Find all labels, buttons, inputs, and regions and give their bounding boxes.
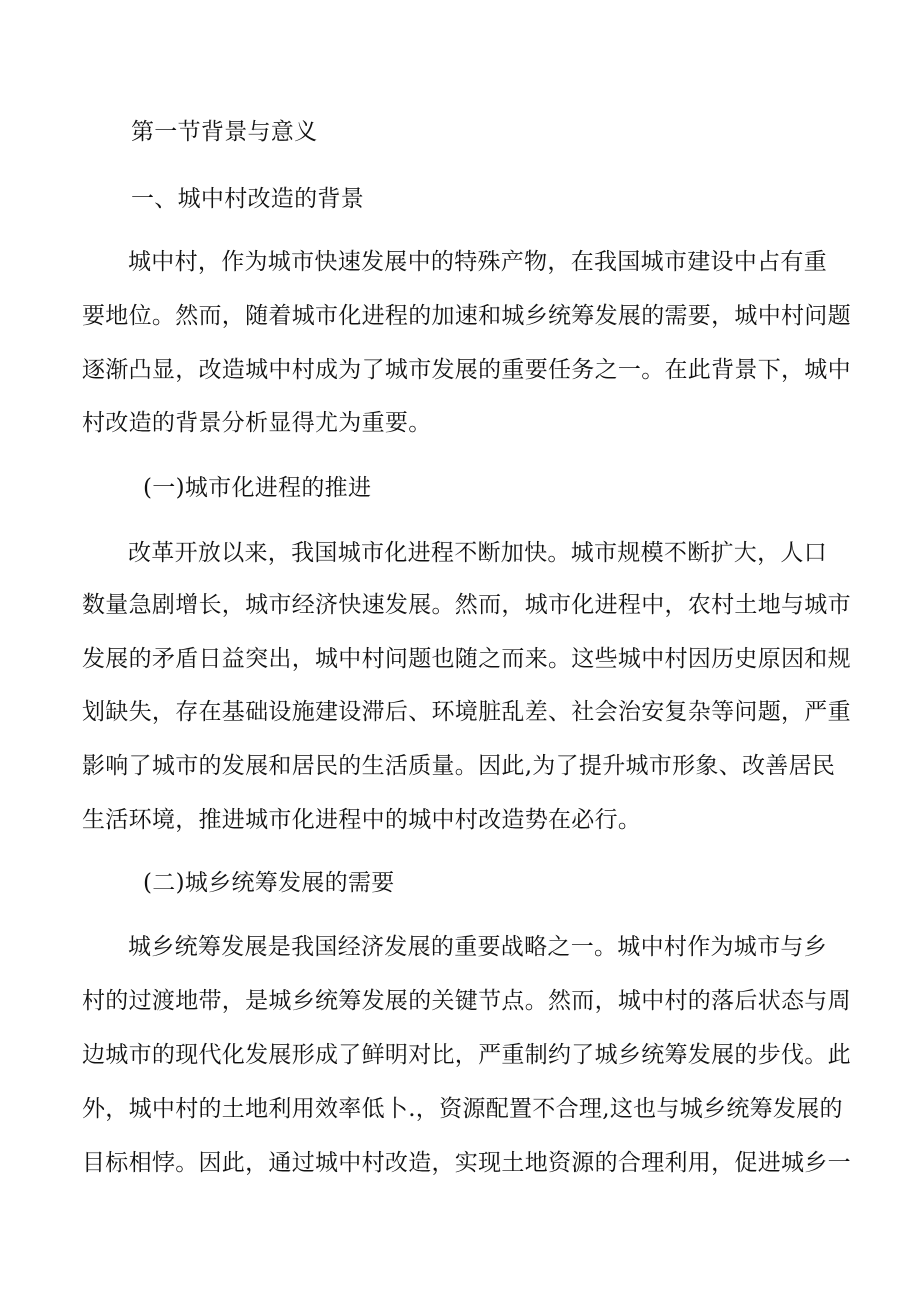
paragraph-line: 生活环境，推进城市化进程中的城中村改造势在必行。 (82, 807, 642, 833)
subheading-urbanization: (一)城市化进程的推进 (143, 475, 372, 501)
paragraph-line: 边城市的现代化发展形成了鲜明对比，严重制约了城乡统筹发展的步伐。此 (82, 1042, 851, 1068)
paragraph-line: 改革开放以来，我国城市化进程不断加快。城市规模不断扩大，人口 (128, 540, 827, 566)
paragraph-line: 城中村，作为城市快速发展中的特殊产物，在我国城市建设中占有重 (128, 249, 827, 275)
paragraph-line: 村改造的背景分析显得尤为重要。 (82, 410, 432, 436)
section-title: 第一节背景与意义 (131, 119, 318, 145)
paragraph-line: 划缺失，存在基础设施建设滞后、环境脏乱差、社会治安复杂等问题，严重 (82, 699, 851, 725)
paragraph-line: 要地位。然而，随着城市化进程的加速和城乡统筹发展的需要，城中村问题 (82, 303, 851, 329)
paragraph-line: 影响了城市的发展和居民的生活质量。因此,为了提升城市形象、改善居民 (82, 753, 836, 779)
heading-urban-village-background: 一、城中村改造的背景 (131, 186, 364, 212)
paragraph-line: 目标相悖。因此，通过城中村改造，实现土地资源的合理利用，促进城乡一 (82, 1150, 851, 1176)
subheading-urban-rural-development: (二)城乡统筹发展的需要 (143, 870, 395, 896)
paragraph-line: 城乡统筹发展是我国经济发展的重要战略之一。城中村作为城市与乡 (128, 934, 827, 960)
paragraph-line: 数量急剧增长，城市经济快速发展。然而，城市化进程中，农村土地与城市 (82, 592, 851, 618)
paragraph-line: 村的过渡地带，是城乡统筹发展的关键节点。然而，城中村的落后状态与周 (82, 988, 851, 1014)
paragraph-line: 发展的矛盾日益突出，城中村问题也随之而来。这些城中村因历史原因和规 (82, 646, 851, 672)
paragraph-line: 外，城中村的土地利用效率低卜.，资源配置不合理,这也与城乡统筹发展的 (82, 1096, 843, 1122)
paragraph-line: 逐渐凸显，改造城中村成为了城市发展的重要任务之一。在此背景下，城中 (82, 357, 851, 383)
